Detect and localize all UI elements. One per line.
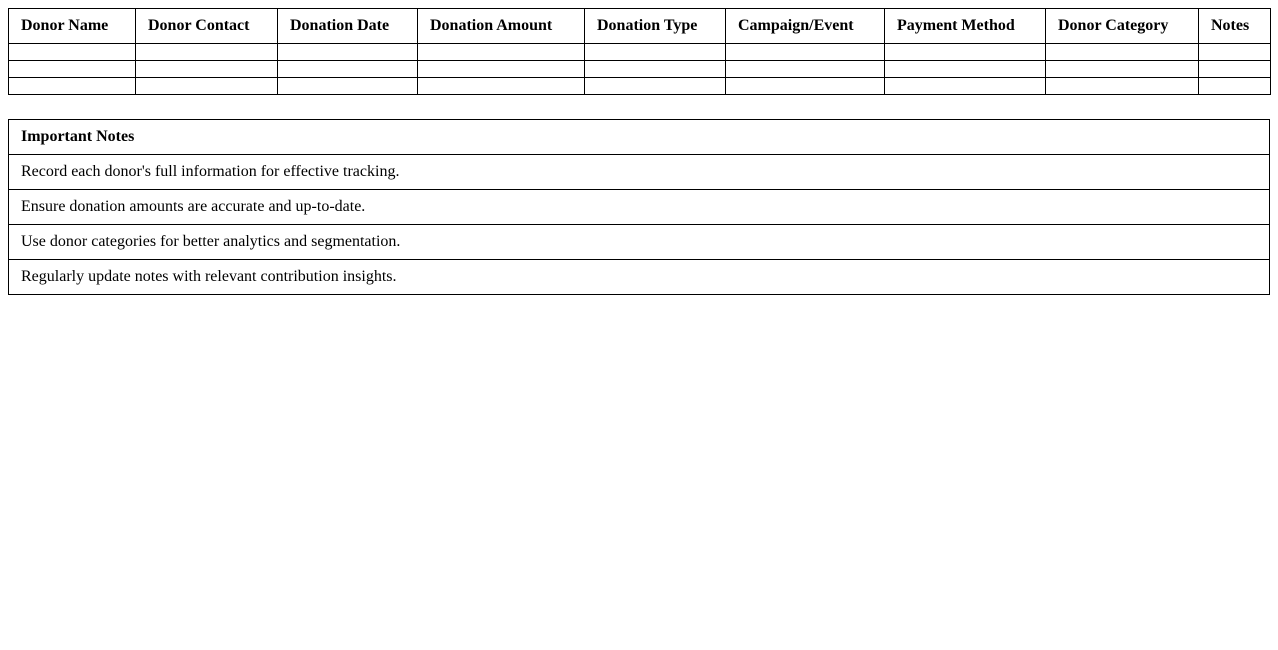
note-item: Ensure donation amounts are accurate and up-to-date. <box>9 190 1270 225</box>
table-cell[interactable] <box>1199 78 1271 95</box>
header-donor-contact: Donor Contact <box>136 9 278 44</box>
donor-table <box>8 8 1271 95</box>
table-cell[interactable] <box>885 61 1046 78</box>
table-cell[interactable] <box>418 44 585 61</box>
note-item: Record each donor's full information for effective tracking. <box>9 155 1270 190</box>
table-cell[interactable] <box>885 78 1046 95</box>
note-row <box>9 155 1270 190</box>
header-donation-amount: Donation Amount <box>418 9 585 44</box>
table-cell[interactable] <box>278 44 418 61</box>
table-cell[interactable] <box>418 78 585 95</box>
table-row <box>9 44 1271 61</box>
table-row <box>9 78 1271 95</box>
header-notes: Notes <box>1199 9 1271 44</box>
table-cell[interactable] <box>9 61 136 78</box>
table-cell[interactable] <box>726 61 885 78</box>
header-donor-name: Donor Name <box>9 9 136 44</box>
table-cell[interactable] <box>278 78 418 95</box>
table-cell[interactable] <box>585 44 726 61</box>
table-cell[interactable] <box>136 44 278 61</box>
header-donation-date: Donation Date <box>278 9 418 44</box>
table-cell[interactable] <box>136 61 278 78</box>
important-notes-table <box>8 119 1270 295</box>
table-cell[interactable] <box>9 44 136 61</box>
table-cell[interactable] <box>1199 61 1271 78</box>
table-cell[interactable] <box>1046 78 1199 95</box>
table-cell[interactable] <box>726 44 885 61</box>
table-cell[interactable] <box>1046 61 1199 78</box>
table-cell[interactable] <box>885 44 1046 61</box>
table-cell[interactable] <box>585 78 726 95</box>
table-cell[interactable] <box>1199 44 1271 61</box>
donor-table-header-row <box>9 9 1271 44</box>
header-donation-type: Donation Type <box>585 9 726 44</box>
header-payment-method: Payment Method <box>885 9 1046 44</box>
table-cell[interactable] <box>1046 44 1199 61</box>
table-cell[interactable] <box>278 61 418 78</box>
note-row <box>9 190 1270 225</box>
table-cell[interactable] <box>585 61 726 78</box>
table-cell[interactable] <box>136 78 278 95</box>
table-cell[interactable] <box>9 78 136 95</box>
note-row <box>9 260 1270 295</box>
header-campaign-event: Campaign/Event <box>726 9 885 44</box>
note-item: Regularly update notes with relevant contribution insights. <box>9 260 1270 295</box>
note-row <box>9 225 1270 260</box>
table-cell[interactable] <box>418 61 585 78</box>
notes-header-row <box>9 120 1270 155</box>
table-row <box>9 61 1271 78</box>
notes-title: Important Notes <box>9 120 1270 155</box>
header-donor-category: Donor Category <box>1046 9 1199 44</box>
note-item: Use donor categories for better analytics and segmentation. <box>9 225 1270 260</box>
table-cell[interactable] <box>726 78 885 95</box>
